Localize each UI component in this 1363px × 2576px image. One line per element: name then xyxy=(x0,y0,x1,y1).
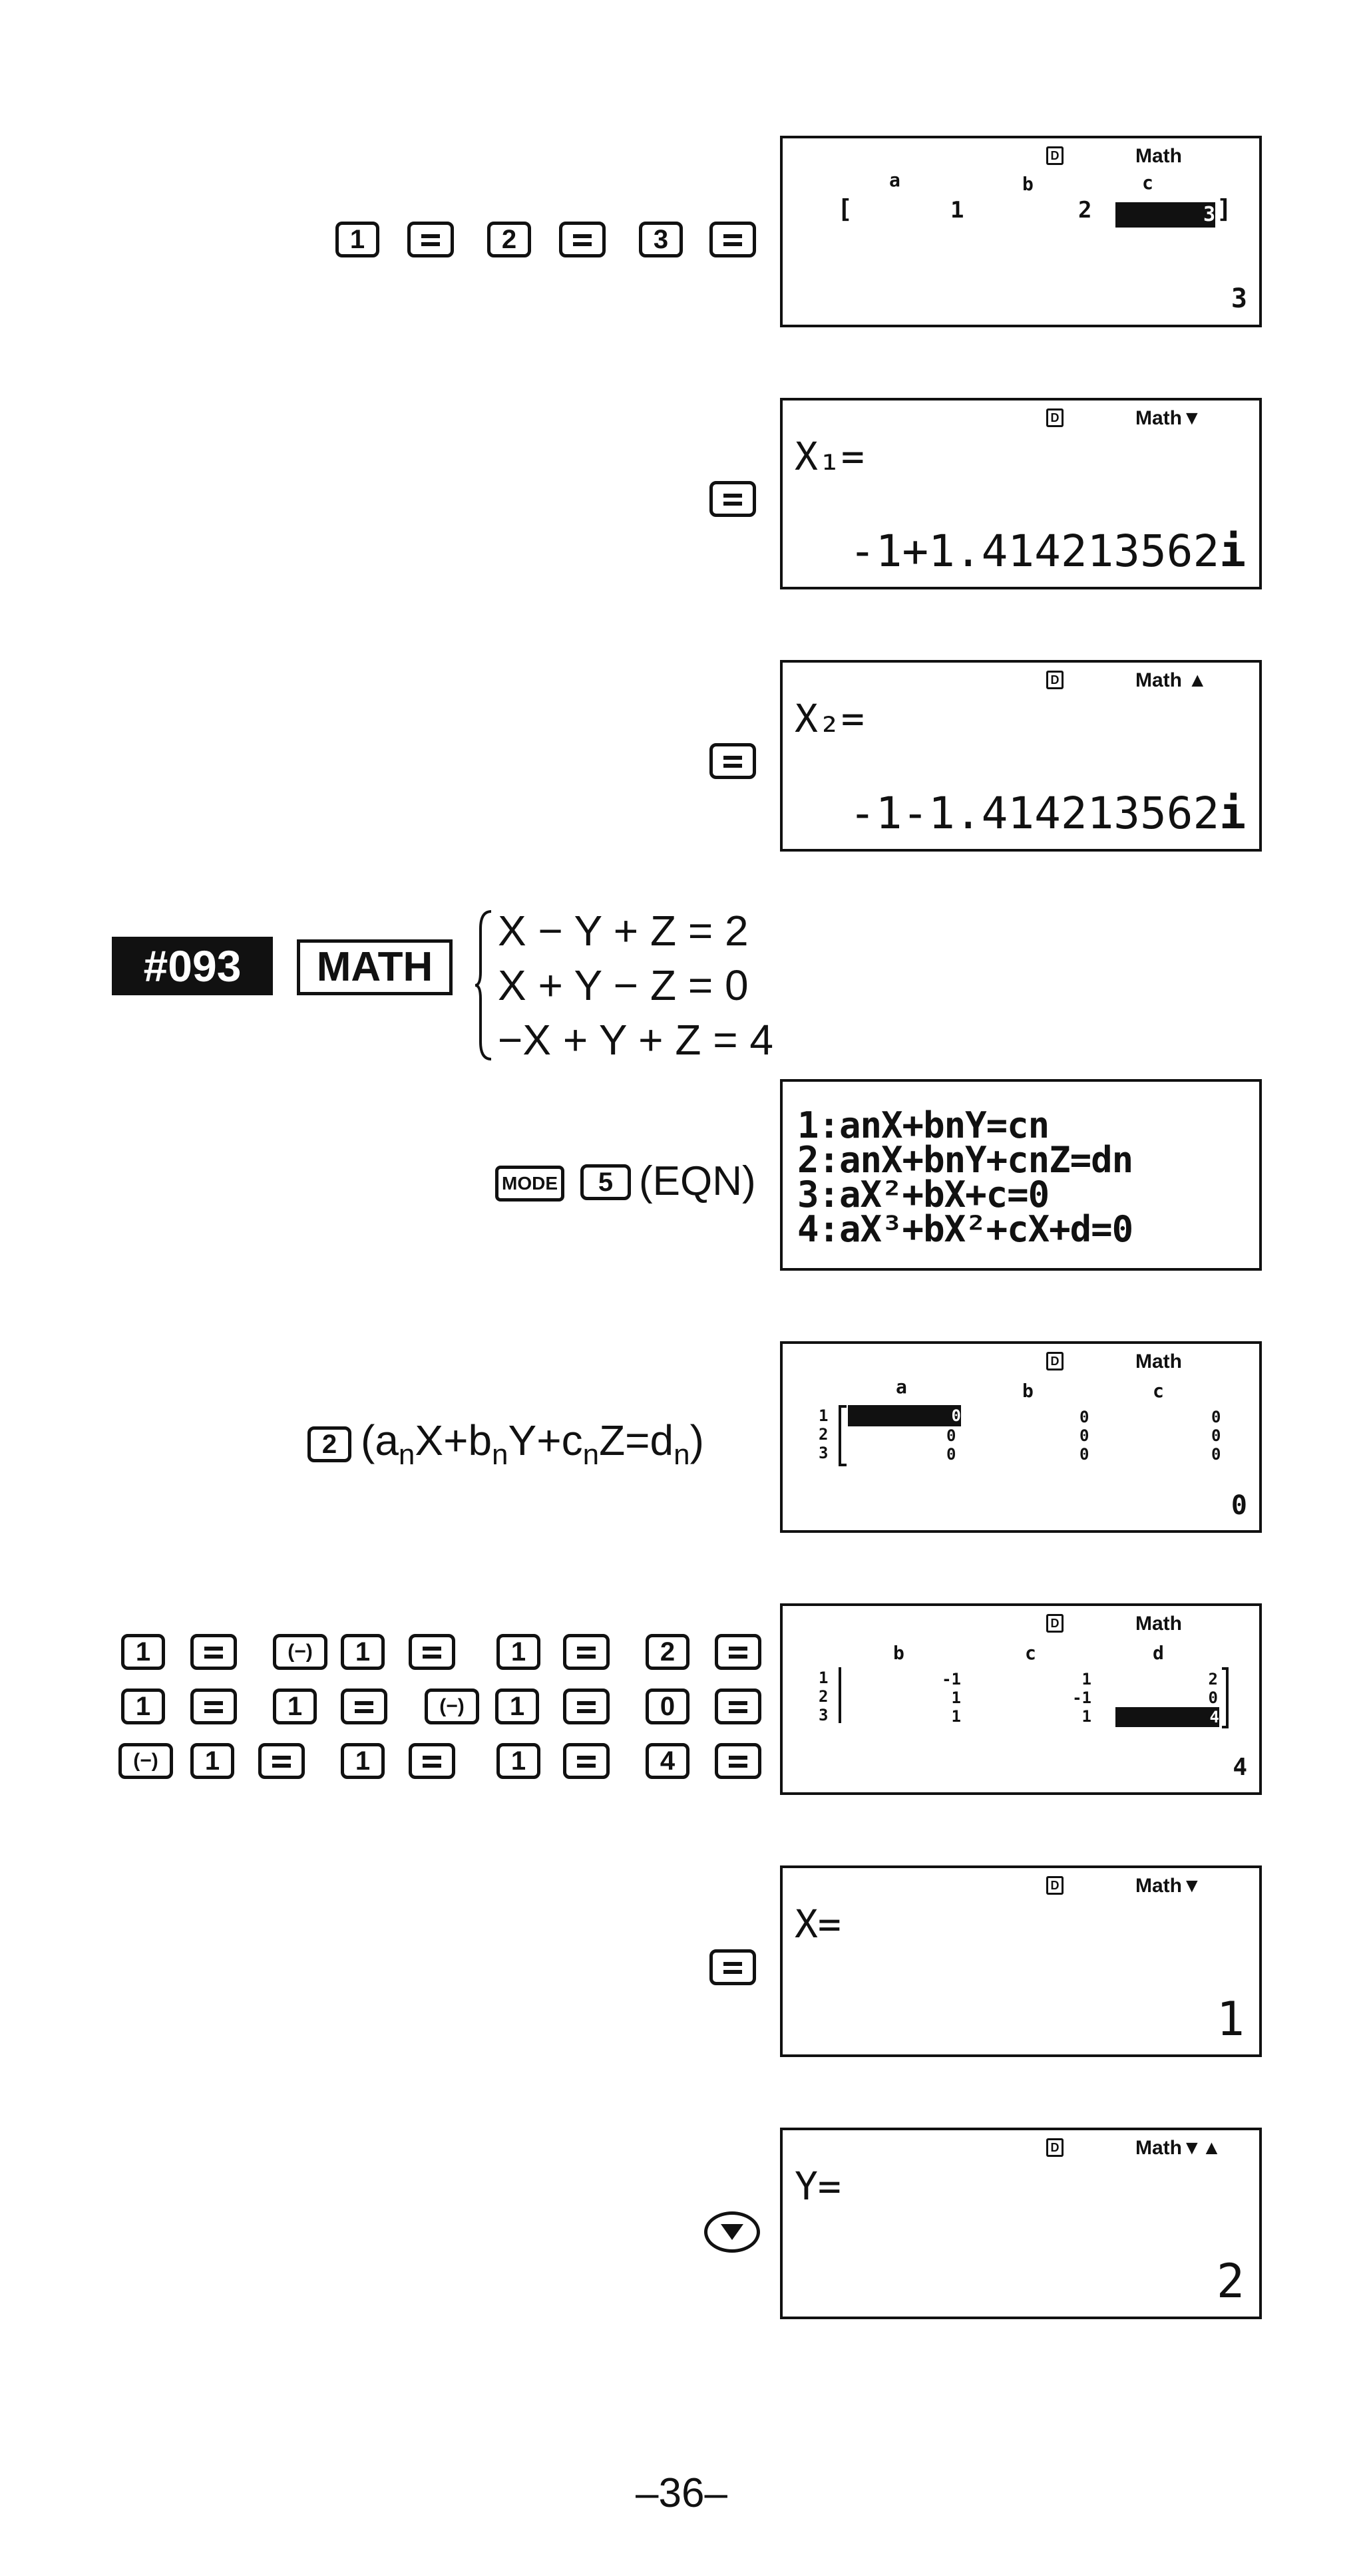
column-label-a: a xyxy=(896,1376,907,1398)
option-2-label: $(a_nX+b_nY+c_nZ=d_n)$ xyxy=(361,1416,704,1471)
key-1[interactable]: 1 xyxy=(121,1689,165,1724)
key-1[interactable]: 1 xyxy=(496,1743,540,1779)
equation-line: X + Y − Z = 0 xyxy=(498,961,749,1009)
matrix-cells-col-c: 1 -1 1 xyxy=(1072,1670,1091,1726)
column-label-c: c xyxy=(1153,1380,1164,1402)
lcd-screen-coefficients-quadratic xyxy=(780,136,1262,327)
equals-key[interactable] xyxy=(563,1634,610,1670)
key-1[interactable]: 1 xyxy=(495,1689,539,1724)
matrix-cells-col-b: 0 0 0 xyxy=(1079,1408,1089,1464)
eqn-label: (EQN) xyxy=(639,1158,756,1204)
matrix-right-bracket xyxy=(1222,1667,1229,1728)
key-1[interactable]: 1 xyxy=(496,1634,540,1670)
input-value: 4 xyxy=(1233,1754,1247,1781)
result-value: 2 xyxy=(1216,2254,1245,2309)
result-label: X₂= xyxy=(795,696,865,741)
column-label-d: d xyxy=(1153,1642,1164,1664)
equation-brace xyxy=(474,909,494,1062)
key-2[interactable]: 2 xyxy=(646,1634,689,1670)
equals-key[interactable] xyxy=(715,1743,761,1779)
degree-indicator: D xyxy=(1046,1352,1064,1370)
result-label: Y= xyxy=(795,2164,841,2209)
row-labels: 1 2 3 xyxy=(819,1406,829,1462)
key-4[interactable]: 4 xyxy=(646,1743,689,1779)
menu-item-1[interactable]: 1:anX+bnY=cn xyxy=(797,1104,1050,1146)
lcd-screen-y-result xyxy=(780,2128,1262,2319)
cursor-highlight: 0 xyxy=(848,1405,961,1426)
column-label-c: c xyxy=(1142,172,1153,194)
equals-key[interactable] xyxy=(563,1743,610,1779)
key-3[interactable]: 3 xyxy=(639,222,683,257)
key-1[interactable]: 1 xyxy=(121,1634,165,1670)
negative-key[interactable]: (−) xyxy=(425,1689,479,1724)
lcd-screen-eqn-menu xyxy=(780,1079,1262,1271)
equals-key[interactable] xyxy=(341,1689,387,1724)
equals-key[interactable] xyxy=(709,222,756,257)
math-indicator: Math▼ xyxy=(1135,1875,1202,1897)
math-indicator: Math xyxy=(1135,145,1182,167)
math-indicator: Math xyxy=(1135,1351,1182,1372)
degree-indicator: D xyxy=(1046,1614,1064,1633)
matrix-cells-col-d: 2 0 xyxy=(1208,1670,1218,1707)
lcd-screen-x1 xyxy=(780,398,1262,589)
result-value: -1+1.414213562i xyxy=(849,526,1246,577)
degree-indicator: D xyxy=(1046,2138,1064,2157)
menu-list xyxy=(797,1104,1133,1250)
equals-key[interactable] xyxy=(407,222,454,257)
degree-indicator: D xyxy=(1046,146,1064,165)
matrix-cells-col-a: 0 0 xyxy=(946,1426,956,1464)
math-mode-tag: MATH xyxy=(297,939,453,995)
menu-item-4[interactable]: 4:aX³+bX²+cX+d=0 xyxy=(797,1208,1133,1250)
result-label: X₁= xyxy=(795,434,865,479)
key-1[interactable]: 1 xyxy=(341,1743,385,1779)
key-1[interactable]: 1 xyxy=(190,1743,234,1779)
menu-item-2[interactable]: 2:anX+bnY+cnZ=dn xyxy=(797,1139,1133,1181)
input-value: 0 xyxy=(1231,1490,1247,1521)
row-labels: 1 2 3 xyxy=(819,1669,829,1724)
equals-key[interactable] xyxy=(409,1743,455,1779)
equation-line: X − Y + Z = 2 xyxy=(498,907,749,955)
math-indicator: Math ▲ xyxy=(1135,669,1208,691)
negative-key[interactable]: (−) xyxy=(118,1743,173,1779)
column-label-c: c xyxy=(1025,1642,1036,1664)
equation-line: −X + Y + Z = 4 xyxy=(498,1016,773,1064)
key-2[interactable]: 2 xyxy=(307,1426,351,1462)
column-label-b: b xyxy=(893,1642,904,1664)
degree-indicator: D xyxy=(1046,1876,1064,1895)
math-indicator: Math▼ xyxy=(1135,407,1202,429)
math-indicator: Math▼▲ xyxy=(1135,2137,1222,2159)
column-label-a: a xyxy=(889,169,900,191)
example-number-badge: #093 xyxy=(112,937,273,995)
equals-key[interactable] xyxy=(709,1949,756,1985)
degree-indicator: D xyxy=(1046,408,1064,427)
equals-key[interactable] xyxy=(190,1689,237,1724)
key-2[interactable]: 2 xyxy=(487,222,531,257)
matrix-close-bracket: ] xyxy=(1217,194,1232,224)
matrix-cells-col-b: -1 1 1 xyxy=(942,1670,961,1726)
negative-key[interactable]: (−) xyxy=(273,1634,327,1670)
key-0[interactable]: 0 xyxy=(646,1689,689,1724)
equals-key[interactable] xyxy=(563,1689,610,1724)
equals-key[interactable] xyxy=(709,743,756,779)
key-1[interactable]: 1 xyxy=(273,1689,317,1724)
equation-system xyxy=(498,903,773,1067)
equals-key[interactable] xyxy=(190,1634,237,1670)
lcd-screen-coefficient-matrix-empty xyxy=(780,1341,1262,1533)
equals-key[interactable] xyxy=(258,1743,305,1779)
cursor-down-key[interactable] xyxy=(704,2211,760,2253)
cursor-highlight: 4 xyxy=(1115,1707,1219,1727)
equals-key[interactable] xyxy=(715,1634,761,1670)
matrix-left-bracket xyxy=(839,1667,845,1723)
input-value: 3 xyxy=(1231,283,1247,314)
column-label-b: b xyxy=(1022,173,1034,195)
mode-key[interactable]: MODE xyxy=(495,1166,564,1202)
equals-key[interactable] xyxy=(709,481,756,517)
lcd-screen-x2 xyxy=(780,660,1262,852)
column-label-b: b xyxy=(1022,1380,1034,1402)
result-value: 1 xyxy=(1216,1992,1245,2046)
equals-key[interactable] xyxy=(409,1634,455,1670)
key-1[interactable]: 1 xyxy=(341,1634,385,1670)
matrix-left-bracket xyxy=(839,1405,847,1466)
matrix-open-bracket: [ xyxy=(837,194,853,224)
lcd-screen-coefficient-matrix-filled xyxy=(780,1603,1262,1795)
result-value: -1-1.414213562i xyxy=(849,788,1246,839)
degree-indicator: D xyxy=(1046,671,1064,689)
cursor-highlight: 3 xyxy=(1115,202,1215,228)
math-indicator: Math xyxy=(1135,1613,1182,1635)
menu-item-3[interactable]: 3:aX²+bX+c=0 xyxy=(797,1174,1050,1215)
result-label: X= xyxy=(795,1901,841,1947)
equals-key[interactable] xyxy=(715,1689,761,1724)
chevron-down-icon xyxy=(707,2215,757,2249)
page-number: –36– xyxy=(636,2470,727,2516)
matrix-cells-col-c: 0 0 0 xyxy=(1211,1408,1221,1464)
coefficient-a-value: 1 xyxy=(950,197,964,224)
key-1[interactable]: 1 xyxy=(335,222,379,257)
coefficient-b-value: 2 xyxy=(1078,197,1092,224)
key-5[interactable]: 5 xyxy=(580,1164,631,1200)
lcd-screen-x-result xyxy=(780,1865,1262,2057)
equals-key[interactable] xyxy=(559,222,606,257)
